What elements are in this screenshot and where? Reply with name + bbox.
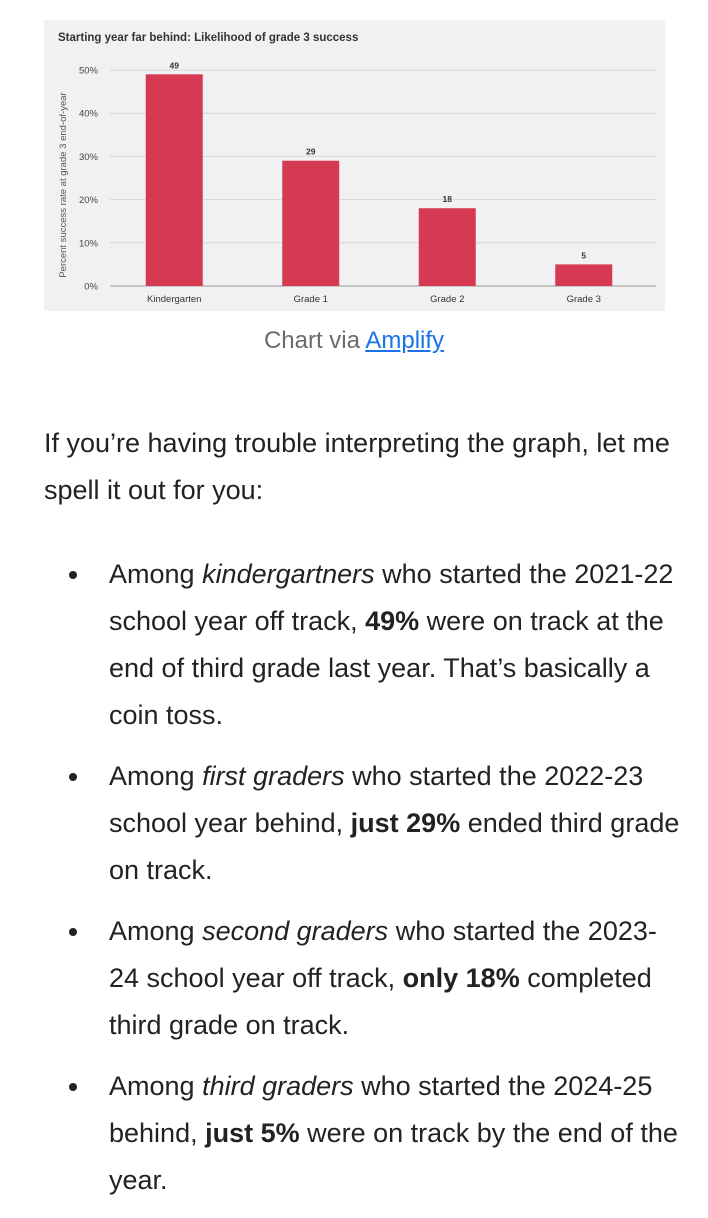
y-tick-label: 10% [78,238,98,250]
list-item [44,1063,684,1204]
data-label: 29 [306,146,316,157]
chart-title: Starting year far behind: Likelihood of grade 3 success [58,32,359,44]
item-highlight: just 5% [205,1118,300,1148]
bar-chart [44,20,665,311]
item-text: who started the 2021-22 school year off track, [109,559,674,636]
intro-paragraph: If you’re having trouble interpreting the graph, let me spell it out for you: [44,428,670,505]
x-tick-label: Grade 2 [430,294,465,305]
item-highlight: only 18% [402,963,520,993]
bar [555,264,612,286]
y-tick-label: 0% [84,281,98,293]
list-item [44,753,684,894]
item-text: Among [109,761,203,791]
item-text: Among [109,1071,203,1101]
item-text: were on track at the end of third grade last year. That’s basically a coin toss. [109,606,664,730]
list-item [44,908,684,1049]
item-text: completed third grade on track. [109,963,652,1040]
y-tick-label: 50% [78,65,98,77]
list-item [44,551,684,739]
bullet-dot [69,928,77,936]
item-highlight: just 29% [350,808,461,838]
x-tick-label: Kindergarten [147,294,202,305]
item-text: Among [109,559,203,589]
item-text: who started the 2023-24 school year off track, [109,916,657,993]
bullet-dot [69,773,77,781]
y-tick-label: 20% [78,195,98,207]
chart-caption [0,327,708,355]
item-text: were on track by the end of the year. [109,1118,678,1195]
item-emphasis: second graders [202,916,389,946]
data-label: 5 [581,250,587,261]
bar [146,74,203,286]
data-label: 18 [442,194,452,205]
y-tick-label: 30% [78,151,98,163]
y-tick-label: 40% [78,108,98,120]
item-text: ended third grade on track. [109,808,680,885]
item-emphasis: kindergartners [202,559,375,589]
item-highlight: 49% [365,606,420,636]
caption-prefix: Chart via [263,327,366,354]
chart-card [44,20,665,311]
item-text: Among [109,916,203,946]
item-text: who started the 2022-23 school year behind, [109,761,644,838]
findings-list [44,551,684,1218]
x-tick-label: Grade 3 [566,294,601,305]
amplify-link[interactable]: Amplify [365,327,445,354]
data-label: 49 [169,60,179,71]
bar [282,161,339,286]
y-axis-label: Percent success rate at grade 3 end-of-year [58,92,69,278]
bullet-dot [69,571,77,579]
item-text: who started the 2024-25 behind, [109,1071,653,1148]
item-emphasis: first graders [202,761,345,791]
item-emphasis: third graders [202,1071,354,1101]
bar [419,208,476,286]
bullet-dot [69,1083,77,1091]
x-tick-label: Grade 1 [293,294,328,305]
